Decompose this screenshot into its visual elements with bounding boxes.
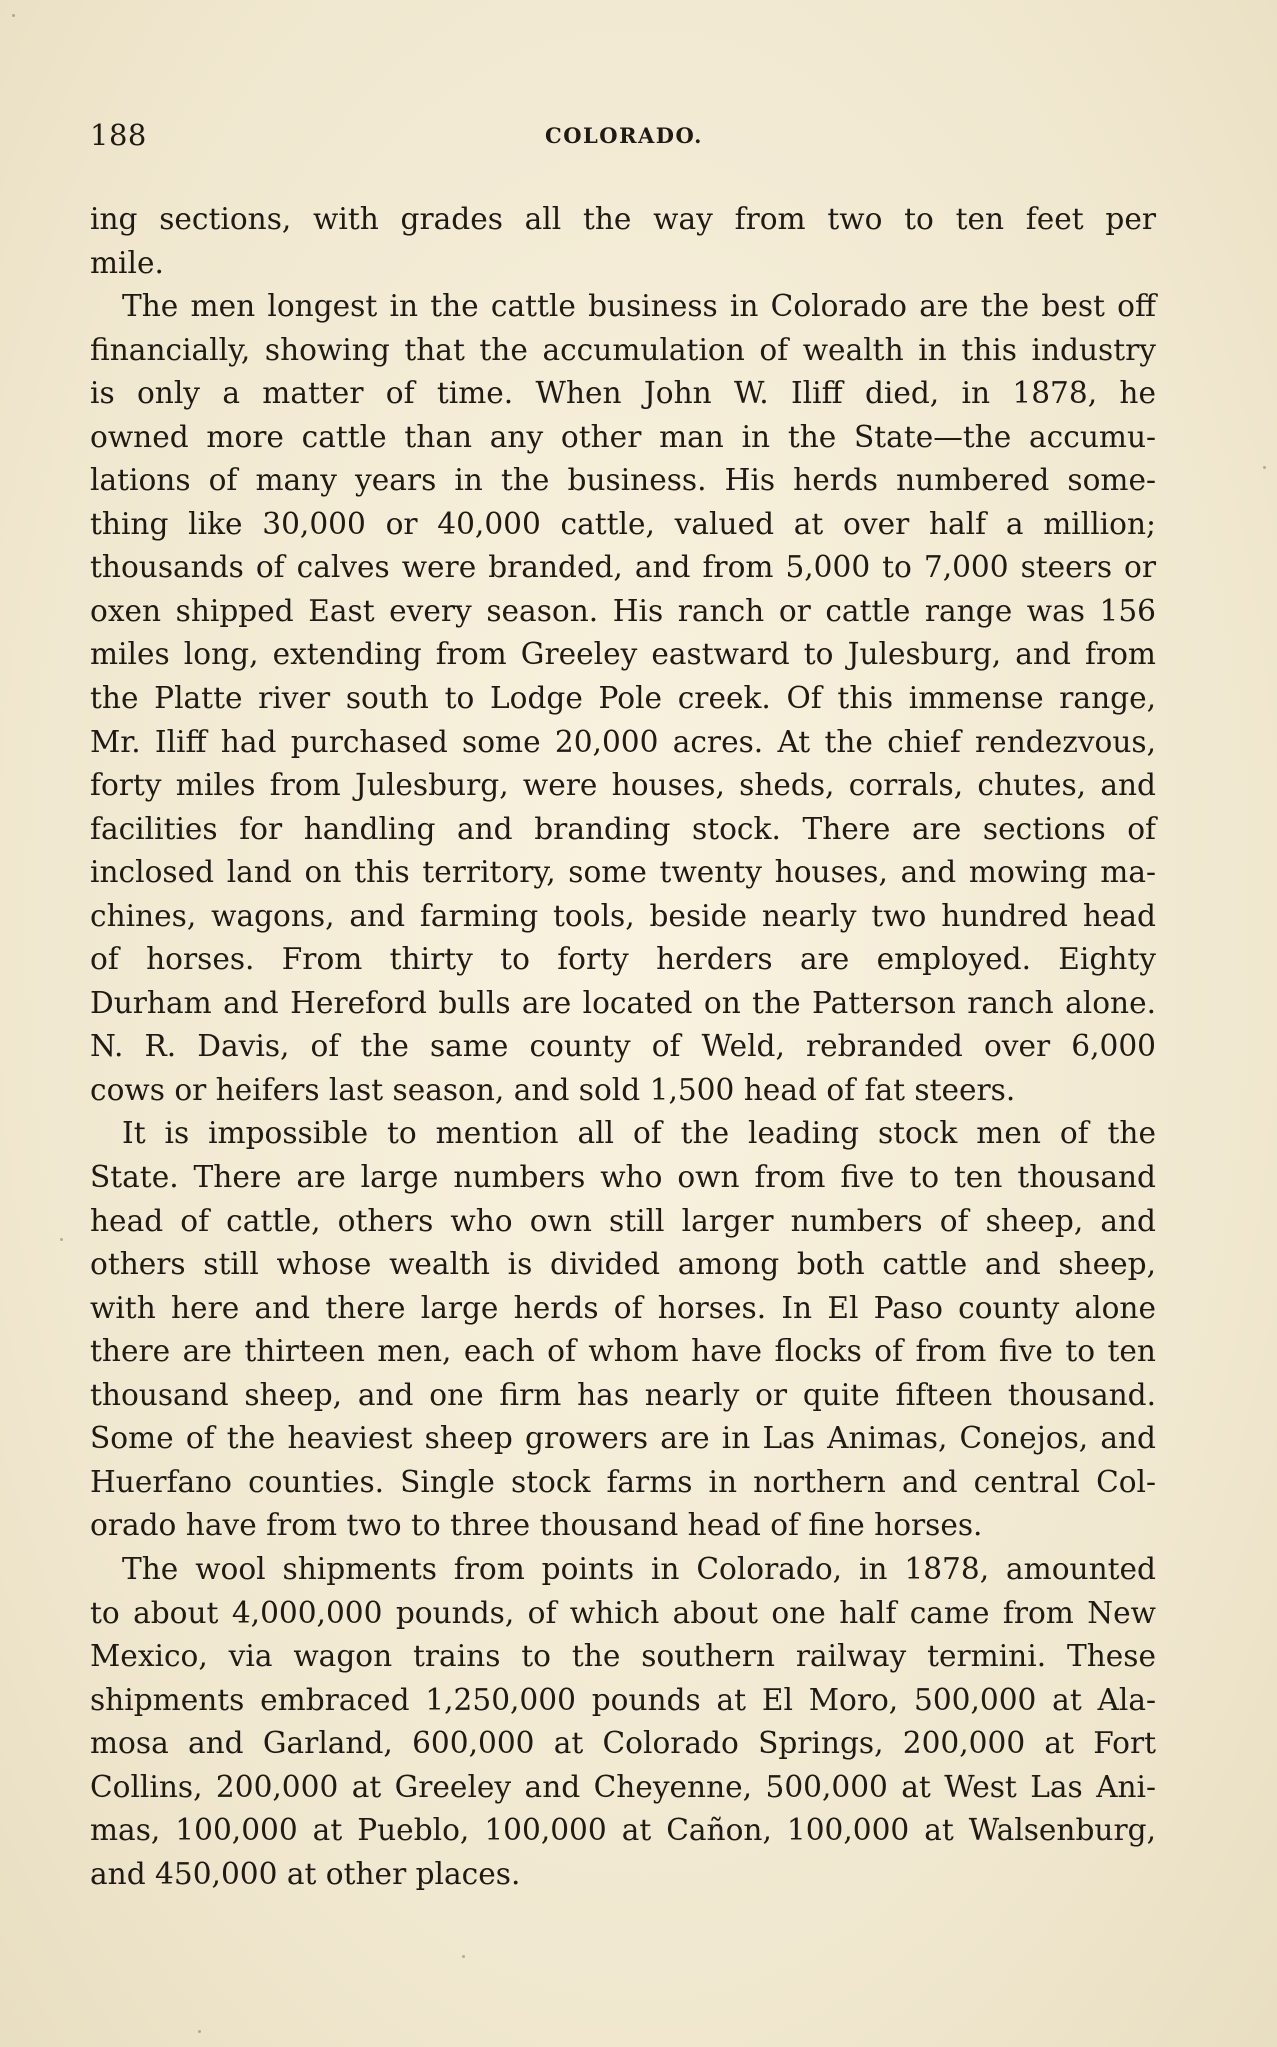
text-line: inclosed land on this territory, some twenty houses, and mowing ma- [90,855,1156,890]
text-line: there are thirteen men, each of whom have flocks of from five to ten [90,1334,1156,1369]
text-line: ing sections, with grades all the way from two to ten feet per [90,202,1156,236]
text-line: and 450,000 at other places. [90,1856,521,1891]
text-line: thousand sheep, and one firm has nearly or quite fifteen thousand. [90,1377,1156,1412]
text-line: It is impossible to mention all of the leading stock men of the [122,1116,1156,1151]
text-line: miles long, extending from Greeley eastward to Julesburg, and from [90,637,1156,672]
running-head: COLORADO. [545,123,703,148]
text-line: lations of many years in the business. His herds numbered some- [90,463,1156,498]
text-line: head of cattle, others who own still larger numbers of sheep, and [90,1203,1156,1238]
text-line: N. R. Davis, of the same county of Weld, rebranded over 6,000 [90,1029,1156,1064]
paragraph [90,198,1156,285]
text-line: The men longest in the cattle business in Colorado are the best off [122,289,1156,324]
text-line: Durham and Hereford bulls are located on the Patterson ranch alone. [90,985,1156,1020]
text-line: forty miles from Julesburg, were houses, sheds, corrals, chutes, and [90,768,1156,803]
body-text [90,198,1156,1896]
text-line: chines, wagons, and farming tools, beside nearly two hundred head [90,898,1156,933]
text-line: orado have from two to three thousand head of fine horses. [90,1508,983,1543]
text-line: others still whose wealth is divided among both cattle and sheep, [90,1247,1156,1282]
paragraph [90,1112,1156,1547]
text-line: cows or heifers last season, and sold 1,500 head of fat steers. [90,1072,1016,1107]
text-line: mosa and Garland, 600,000 at Colorado Springs, 200,000 at Fort [90,1726,1156,1761]
text-line: oxen shipped East every season. His ranch or cattle range was 156 [90,593,1156,628]
paper-speck [1263,466,1266,469]
text-line: Huerfano counties. Single stock farms in northern and central Col- [90,1464,1156,1499]
text-line: The wool shipments from points in Colorado, in 1878, amounted [122,1551,1156,1586]
text-line: Some of the heaviest sheep growers are in Las Animas, Conejos, and [90,1421,1156,1456]
text-line: mas, 100,000 at Pueblo, 100,000 at Cañon, 100,000 at Walsenburg, [90,1813,1156,1848]
text-line: with here and there large herds of horses. In El Paso county alone [90,1290,1156,1325]
text-line: to about 4,000,000 pounds, of which about one half came from New [90,1595,1156,1630]
text-line: financially, showing that the accumulation of wealth in this industry [90,332,1156,367]
paragraph [90,285,1156,1112]
text-line: Collins, 200,000 at Greeley and Cheyenne, 500,000 at West Las Ani- [90,1769,1156,1804]
paragraph [90,1548,1156,1896]
text-line: is only a matter of time. When John W. Iliff died, in 1878, he [90,376,1156,411]
paper-speck [198,2030,201,2033]
text-line: thing like 30,000 or 40,000 cattle, valued at over half a million; [90,506,1156,541]
page-header [90,118,1156,158]
text-line: shipments embraced 1,250,000 pounds at El Moro, 500,000 at Ala- [90,1682,1156,1717]
paper-speck [462,1955,465,1958]
text-line: thousands of calves were branded, and from 5,000 to 7,000 steers or [90,550,1156,585]
paper-speck [12,14,15,17]
text-line: Mr. Iliff had purchased some 20,000 acres. At the chief rendezvous, [90,724,1156,759]
paper-speck [60,1238,63,1241]
text-line: of horses. From thirty to forty herders are employed. Eighty [90,942,1156,977]
text-line: mile. [90,245,164,280]
text-line: owned more cattle than any other man in the State—the accumu- [90,419,1156,454]
text-line: facilities for handling and branding stock. There are sections of [90,811,1156,846]
text-line: State. There are large numbers who own from five to ten thousand [90,1160,1156,1195]
page-number: 188 [90,118,147,152]
text-line: Mexico, via wagon trains to the southern railway termini. These [90,1639,1156,1674]
text-line: the Platte river south to Lodge Pole creek. Of this immense range, [90,681,1156,716]
